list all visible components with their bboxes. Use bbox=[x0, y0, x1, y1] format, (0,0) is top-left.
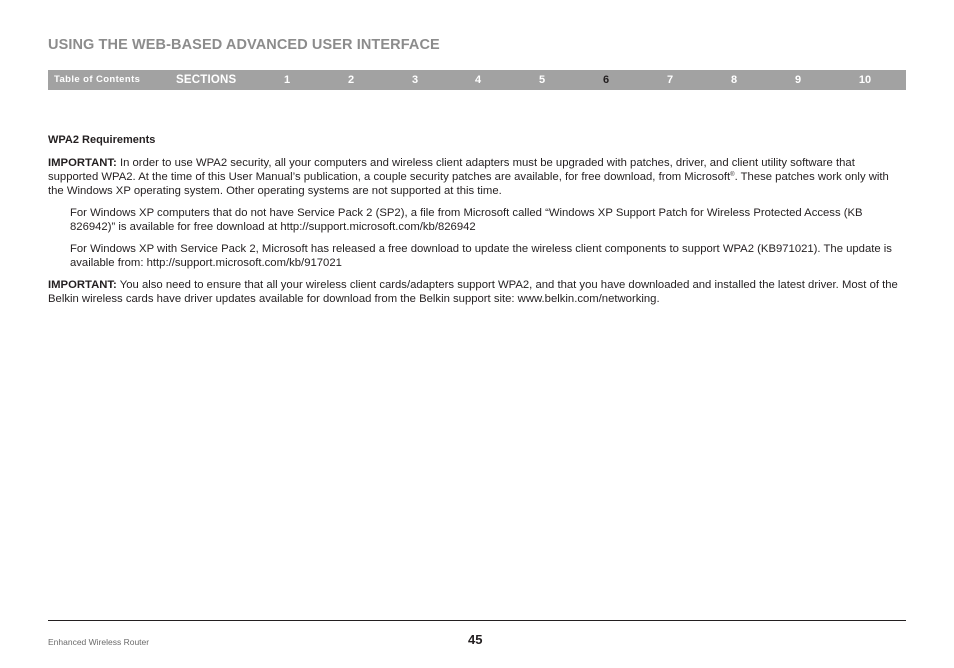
section-link-3[interactable]: 3 bbox=[411, 74, 419, 86]
registered-mark: ® bbox=[730, 172, 735, 178]
important-paragraph-1 bbox=[48, 156, 906, 198]
paragraph-text: You also need to ensure that all your wireless client cards/adapters support WPA2, and that you have downloaded and installed the latest driver. Most of the Belkin wireless cards have driver updates available for download from the Belkin support site: www.belkin.com/networking. bbox=[48, 279, 898, 305]
section-link-5[interactable]: 5 bbox=[538, 74, 546, 86]
important-paragraph-2 bbox=[48, 278, 906, 306]
indented-paragraph-sp2: For Windows XP computers that do not have Service Pack 2 (SP2), a file from Microsoft called “Windows XP Support Patch for Wireless Protected Access (KB 826942)” is available for free download at http://support.microsoft.com/kb/826942 bbox=[70, 207, 863, 233]
section-link-1[interactable]: 1 bbox=[283, 74, 291, 86]
important-label: IMPORTANT: bbox=[48, 157, 117, 169]
section-link-2[interactable]: 2 bbox=[347, 74, 355, 86]
page-number: 45 bbox=[468, 632, 483, 647]
main-content bbox=[48, 133, 906, 314]
paragraph-text: . These patches work only with the Windows XP operating system. Other operating systems are not supported at this time. bbox=[48, 171, 889, 197]
page-header-title: USING THE WEB-BASED ADVANCED USER INTERFACE bbox=[48, 37, 440, 53]
section-link-6-active[interactable]: 6 bbox=[602, 74, 610, 86]
section-link-4[interactable]: 4 bbox=[474, 74, 482, 86]
section-link-10[interactable]: 10 bbox=[858, 74, 872, 86]
section-link-9[interactable]: 9 bbox=[794, 74, 802, 86]
indented-paragraph-sp2-installed: For Windows XP with Service Pack 2, Microsoft has released a free download to update the wireless client components to support WPA2 (KB971021). The update is available from: http://support.microsoft.com/kb/917021 bbox=[70, 243, 892, 269]
important-label: IMPORTANT: bbox=[48, 279, 117, 291]
footer-product-name: Enhanced Wireless Router bbox=[48, 637, 150, 647]
table-of-contents-link[interactable]: Table of Contents bbox=[54, 74, 141, 85]
section-link-8[interactable]: 8 bbox=[730, 74, 738, 86]
paragraph-text: In order to use WPA2 security, all your computers and wireless client adapters must be upgraded with patches, driver, and client utility software that supported WPA2. At the time of this User Manual’s publication, a couple security patches are available, for free download, from Microsoft bbox=[48, 157, 855, 183]
section-navbar bbox=[48, 70, 906, 90]
sections-label: SECTIONS bbox=[176, 74, 237, 86]
section-link-7[interactable]: 7 bbox=[666, 74, 674, 86]
footer-divider bbox=[48, 620, 906, 621]
section-subheading: WPA2 Requirements bbox=[48, 134, 156, 146]
